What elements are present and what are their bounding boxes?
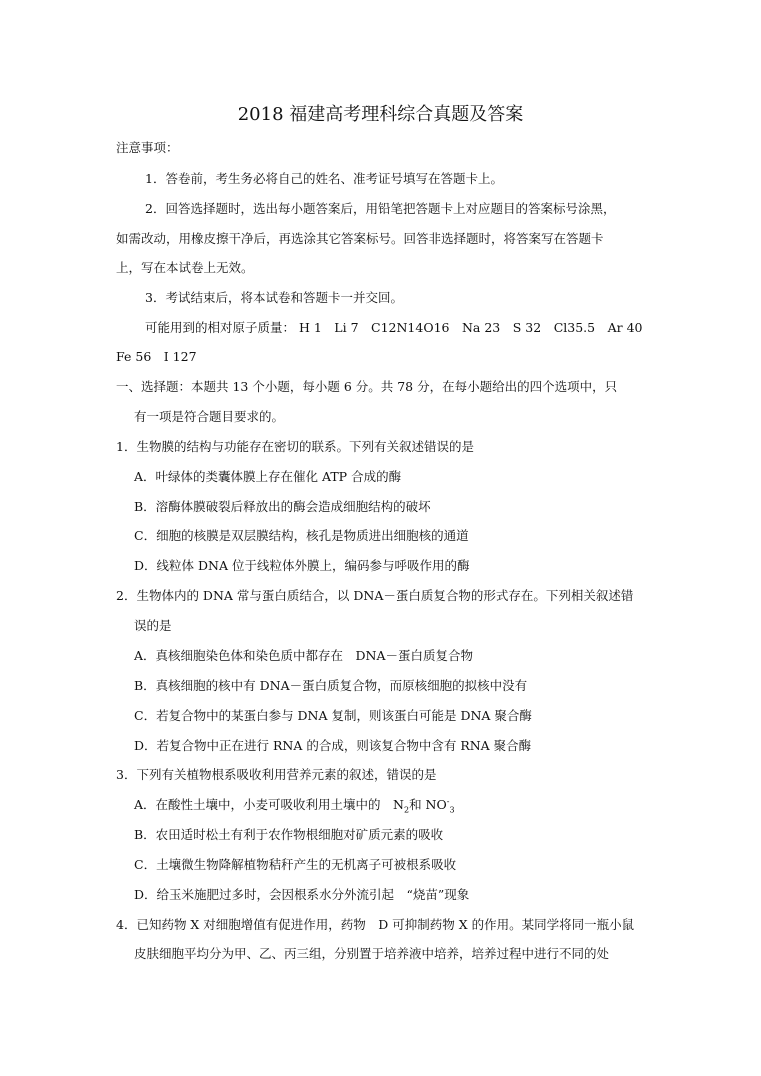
question-1-option-d: D．线粒体 DNA 位于线粒体外膜上，编码参与呼吸作用的酶: [134, 558, 470, 573]
notice-heading: 注意事项：: [116, 140, 179, 155]
question-3-option-a: [134, 797, 455, 813]
question-3-option-a-text: A．在酸性土壤中，小麦可吸收利用土壤中的 N: [134, 797, 404, 812]
question-4-stem-line-2: 皮肤细胞平均分为甲、乙、丙三组，分别置于培养液中培养，培养过程中进行不同的处: [134, 946, 610, 961]
n2-subscript: 2: [403, 805, 410, 815]
nitrate-superscript: -: [446, 796, 450, 806]
question-1-option-a: A．叶绿体的类囊体膜上存在催化 ATP 合成的酶: [134, 469, 402, 484]
question-1-option-b: B．溶酶体膜破裂后释放出的酶会造成细胞结构的破坏: [134, 499, 431, 514]
section-heading-line-2: 有一项是符合题目要求的。: [134, 409, 285, 424]
notice-item-2-line-2: 如需改动，用橡皮擦干净后，再选涂其它答案标号。回答非选择题时，将答案写在答题卡: [116, 231, 604, 246]
question-2-stem-line-2: 误的是: [134, 618, 172, 633]
question-2-option-a: A．真核细胞染色体和染色质中都存在 DNA－蛋白质复合物: [134, 648, 474, 663]
nitrate-subscript: 3: [449, 805, 455, 815]
notice-item-2-line-1: 2．回答选择题时，选出每小题答案后，用铅笔把答题卡上对应题目的答案标号涂黑，: [145, 201, 616, 216]
question-3-option-c: C．土壤微生物降解植物秸秆产生的无机离子可被根系吸收: [134, 857, 457, 872]
question-1-stem: 1．生物膜的结构与功能存在密切的联系。下列有关叙述错误的是: [116, 439, 474, 454]
question-2-option-b: B．真核细胞的核中有 DNA－蛋白质复合物，而原核细胞的拟核中没有: [134, 678, 528, 693]
question-2-option-c: C．若复合物中的某蛋白参与 DNA 复制，则该蛋白可能是 DNA 聚合酶: [134, 708, 532, 723]
question-3-option-b: B．农田适时松土有利于农作物根细胞对矿质元素的吸收: [134, 827, 444, 842]
question-3-stem: 3．下列有关植物根系吸收利用营养元素的叙述，错误的是: [116, 767, 437, 782]
page-title: 2018 福建高考理科综合真题及答案: [237, 104, 524, 125]
notice-item-2-line-3: 上，写在本试卷上无效。: [116, 260, 254, 275]
atomic-mass-line-1: 可能用到的相对原子质量： H 1 Li 7 C12N14O16 Na 23 S 32 Cl35.5 Ar 40: [145, 320, 643, 335]
atomic-mass-line-2: Fe 56 I 127: [116, 349, 197, 364]
question-2-stem-line-1: 2．生物体内的 DNA 常与蛋白质结合，以 DNA－蛋白质复合物的形式存在。下列相关叙述错: [116, 588, 634, 603]
question-4-stem-line-1: 4．已知药物 X 对细胞增值有促进作用，药物 D 可抑制药物 X 的作用。某同学将同一瓶小鼠: [116, 917, 635, 932]
question-2-option-d: D．若复合物中正在进行 RNA 的合成，则该复合物中含有 RNA 聚合酶: [134, 738, 532, 753]
notice-item-3: 3．考试结束后，将本试卷和答题卡一并交回。: [145, 290, 403, 305]
question-3-option-d: D．给玉米施肥过多时，会因根系水分外流引起 “烧苗”现象: [134, 887, 470, 902]
section-heading-line-1: 一、选择题：本题共 13 个小题，每小题 6 分。共 78 分，在每小题给出的四个选项中，只: [116, 379, 618, 394]
notice-item-1: 1．答卷前，考生务必将自己的姓名、准考证号填写在答题卡上。: [145, 171, 503, 186]
question-3-option-a-mid: 和 NO: [409, 797, 447, 812]
question-1-option-c: C．细胞的核膜是双层膜结构，核孔是物质进出细胞核的通道: [134, 528, 469, 543]
